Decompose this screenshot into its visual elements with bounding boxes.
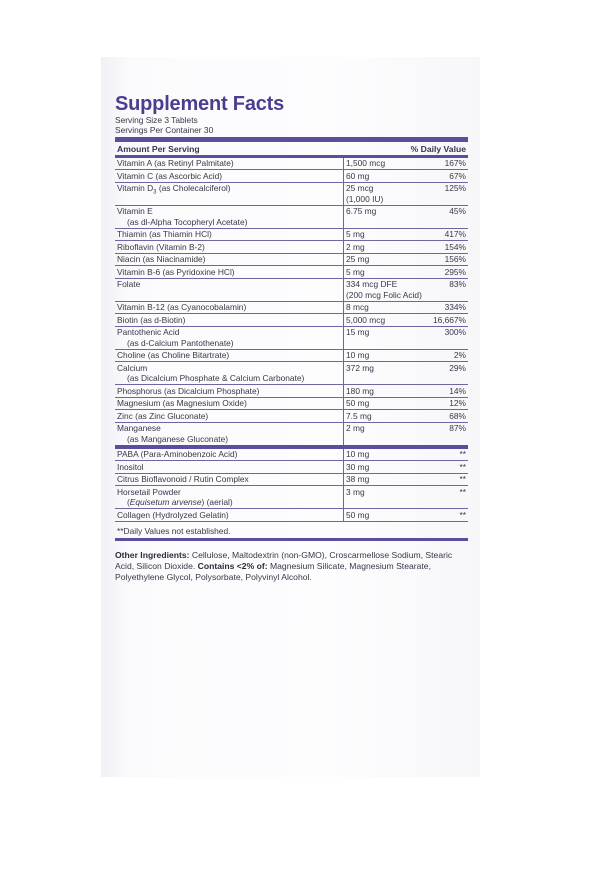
nutrient-amount <box>344 170 424 183</box>
nutrient-daily-value: 87% <box>424 422 468 447</box>
nutrient-amount-text: 2 mg <box>346 241 365 252</box>
nutrient-name <box>115 461 344 474</box>
nutrient-name <box>115 410 344 423</box>
nutrient-name-text: Inositol <box>117 461 144 472</box>
nutrient-name-text: Phosphorus (as Dicalcium Phosphate) <box>117 385 260 396</box>
nutrient-amount <box>344 397 424 410</box>
nutrient-name-text: Niacin (as Niacinamide) <box>117 254 206 264</box>
nutrient-daily-value: 125% <box>424 182 468 205</box>
table-row <box>115 447 468 461</box>
nutrient-name <box>115 349 344 362</box>
nutrient-name-text: Magnesium (as Magnesium Oxide) <box>117 398 247 408</box>
nutrient-amount <box>344 447 424 461</box>
nutrient-amount-detail: (1,000 IU) <box>346 193 384 204</box>
nutrient-amount <box>344 461 424 474</box>
supplement-facts-panel <box>115 93 468 583</box>
nutrient-amount-text: 25 mg <box>346 254 370 264</box>
table-row <box>115 486 468 509</box>
nutrient-amount <box>344 241 424 254</box>
nutrient-amount <box>344 473 424 486</box>
nutrient-amount-text: 38 mg <box>346 474 370 484</box>
nutrient-daily-value: 14% <box>424 385 468 398</box>
nutrient-source-latin: Equisetum arvense <box>129 497 202 507</box>
nutrient-name <box>115 158 344 170</box>
nutrient-name-text: Zinc (as Zinc Gluconate) <box>117 410 209 421</box>
nutrient-name-rest: (as Cholecalciferol) <box>156 183 231 193</box>
nutrient-name <box>115 397 344 410</box>
nutrient-daily-value: 417% <box>424 228 468 241</box>
nutrient-name-text: Collagen (Hydrolyzed Gelatin) <box>117 509 229 520</box>
nutrient-source: (as dl-Alpha Tocopheryl Acetate) <box>127 216 248 227</box>
other-ingredients <box>115 550 468 583</box>
nutrient-amount <box>344 158 424 170</box>
nutrient-daily-value: 167% <box>424 158 468 170</box>
table-row <box>115 228 468 241</box>
nutrient-amount <box>344 362 424 385</box>
nutrient-name <box>115 301 344 314</box>
nutrient-name-text: Vitamin B-6 (as Pyridoxine HCl) <box>117 266 235 277</box>
nutrient-amount-text: 5,000 mcg <box>346 314 386 325</box>
nutrient-daily-value: ** <box>424 461 468 474</box>
nutrient-name-text: Thiamin (as Thiamin HCl) <box>117 229 212 239</box>
nutrient-daily-value: 295% <box>424 266 468 279</box>
nutrient-daily-value: 16,667% <box>424 314 468 327</box>
nutrient-amount-text: 1,500 mcg <box>346 158 386 168</box>
nutrient-daily-value: 83% <box>424 278 468 301</box>
nutrient-daily-value: 12% <box>424 397 468 410</box>
serving-size: Serving Size 3 Tablets <box>115 115 198 125</box>
nutrient-amount-text: 5 mg <box>346 229 365 239</box>
nutrient-amount <box>344 182 424 205</box>
nutrient-daily-value: 68% <box>424 410 468 423</box>
nutrient-amount-text: 3 mg <box>346 486 365 497</box>
table-row <box>115 422 468 447</box>
table-row <box>115 385 468 398</box>
nutrient-amount-text: 2 mg <box>346 423 365 433</box>
nutrient-name-text: Manganese <box>117 423 161 433</box>
nutrient-name <box>115 228 344 241</box>
nutrient-name-text: Vitamin D <box>117 183 154 193</box>
nutrient-name <box>115 486 344 509</box>
ingredients-text-2: Magnesium Silicate, Magnesium Stearate, Polyethylene Glycol, Polysorbate, Polyvinyl Alcohol. <box>115 560 431 582</box>
nutrient-name-text: Riboflavin (Vitamin B-2) <box>117 241 205 252</box>
nutrient-source: (as Dicalcium Phosphate & Calcium Carbonate) <box>127 373 305 383</box>
nutrient-amount <box>344 349 424 362</box>
table-row <box>115 509 468 522</box>
table-row <box>115 205 468 228</box>
nutrient-amount-text: 372 mg <box>346 362 374 373</box>
nutrient-name <box>115 326 344 349</box>
nutrient-source-part: ) (aerial) <box>201 497 233 507</box>
nutrient-amount-text: 60 mg <box>346 170 370 181</box>
nutrient-amount-detail: (200 mcg Folic Acid) <box>346 289 422 300</box>
nutrient-daily-value: ** <box>424 486 468 509</box>
nutrient-source: (Equisetum arvense) (aerial) <box>127 497 233 507</box>
nutrient-name-subscript: 3 <box>153 189 157 196</box>
nutrient-amount <box>344 422 424 447</box>
nutrient-name-text: Pantothenic Acid <box>117 327 180 337</box>
table-row <box>115 461 468 474</box>
nutrient-amount-text: 5 mg <box>346 266 365 277</box>
nutrient-source: (as d-Calcium Pantothenate) <box>127 337 234 348</box>
nutrient-daily-value: 29% <box>424 362 468 385</box>
table-row <box>115 326 468 349</box>
nutrient-name-text: Choline (as Choline Bitartrate) <box>117 350 230 360</box>
nutrient-amount-text: 15 mg <box>346 327 370 337</box>
nutrient-name-text: Horsetail Powder <box>117 486 181 497</box>
nutrient-amount-text: 6.75 mg <box>346 206 377 216</box>
nutrient-name-text: PABA (Para-Aminobenzoic Acid) <box>117 449 238 459</box>
table-row <box>115 473 468 486</box>
nutrient-daily-value: 300% <box>424 326 468 349</box>
nutrient-amount <box>344 266 424 279</box>
nutrient-name <box>115 447 344 461</box>
table-row <box>115 241 468 254</box>
ingredients-label: Other Ingredients: <box>115 549 190 560</box>
table-row <box>115 349 468 362</box>
nutrient-amount <box>344 253 424 266</box>
panel-title: Supplement Facts <box>115 93 285 115</box>
nutrient-name <box>115 241 344 254</box>
nutrient-name <box>115 509 344 522</box>
table-row <box>115 397 468 410</box>
nutrient-name <box>115 253 344 266</box>
daily-value-header: % Daily Value <box>410 144 466 154</box>
nutrient-name-text: Vitamin E <box>117 206 153 216</box>
nutrient-amount <box>344 410 424 423</box>
nutrient-amount <box>344 486 424 509</box>
nutrient-amount-text: 334 mcg DFE <box>346 279 398 289</box>
nutrient-daily-value: 67% <box>424 170 468 183</box>
nutrient-daily-value: ** <box>424 447 468 461</box>
nutrient-daily-value: ** <box>424 509 468 522</box>
nutrient-name <box>115 385 344 398</box>
nutrient-amount-text: 7.5 mg <box>346 410 372 421</box>
footnote: **Daily Values not established. <box>115 522 468 541</box>
nutrient-name <box>115 422 344 447</box>
table-row <box>115 158 468 170</box>
table-header <box>115 142 468 155</box>
nutrient-name <box>115 205 344 228</box>
nutrient-amount-text: 50 mg <box>346 398 370 408</box>
table-row <box>115 266 468 279</box>
nutrient-name <box>115 182 344 205</box>
nutrient-name-text: Folate <box>117 279 141 289</box>
nutrient-table <box>115 158 468 522</box>
nutrient-name-text: Vitamin A (as Retinyl Palmitate) <box>117 158 234 168</box>
nutrient-amount <box>344 314 424 327</box>
table-row <box>115 278 468 301</box>
nutrient-source: (as Manganese Gluconate) <box>127 433 229 444</box>
table-row <box>115 182 468 205</box>
nutrient-daily-value: 45% <box>424 205 468 228</box>
nutrient-amount-text: 8 mcg <box>346 302 369 312</box>
nutrient-amount <box>344 385 424 398</box>
nutrient-name <box>115 266 344 279</box>
nutrient-daily-value: 334% <box>424 301 468 314</box>
nutrient-amount-text: 25 mcg <box>346 183 374 193</box>
amount-per-serving-header: Amount Per Serving <box>117 144 200 154</box>
ingredients-text-1: Cellulose, Maltodextrin (non-GMO), Croscarmellose Sodium, Stearic Acid, Silicon Dioxide. <box>115 549 453 571</box>
nutrient-amount <box>344 205 424 228</box>
nutrient-name <box>115 170 344 183</box>
table-row <box>115 170 468 183</box>
nutrient-name <box>115 278 344 301</box>
servings-per-container: Servings Per Container 30 <box>115 125 214 135</box>
nutrient-name-text: Biotin (as d-Biotin) <box>117 314 186 325</box>
nutrient-amount-text: 10 mg <box>346 350 370 360</box>
nutrient-daily-value: 2% <box>424 349 468 362</box>
nutrient-name <box>115 362 344 385</box>
table-row <box>115 314 468 327</box>
nutrient-amount <box>344 278 424 301</box>
nutrient-daily-value: 156% <box>424 253 468 266</box>
nutrient-name-text: Vitamin C (as Ascorbic Acid) <box>117 170 223 181</box>
nutrient-amount <box>344 326 424 349</box>
nutrient-name-text: Calcium <box>117 362 148 373</box>
nutrient-amount-text: 50 mg <box>346 509 370 520</box>
nutrient-amount <box>344 509 424 522</box>
contains-label: Contains <2% of: <box>197 560 268 571</box>
nutrient-daily-value: 154% <box>424 241 468 254</box>
nutrient-amount <box>344 301 424 314</box>
nutrient-name-text: Vitamin B-12 (as Cyanocobalamin) <box>117 302 247 312</box>
table-row <box>115 362 468 385</box>
table-row <box>115 253 468 266</box>
nutrient-amount-text: 10 mg <box>346 449 370 459</box>
nutrient-daily-value: ** <box>424 473 468 486</box>
nutrient-name-text: Citrus Bioflavonoid / Rutin Complex <box>117 474 249 484</box>
nutrient-amount-text: 180 mg <box>346 385 374 396</box>
nutrient-name <box>115 314 344 327</box>
table-row <box>115 410 468 423</box>
nutrient-name <box>115 473 344 486</box>
nutrient-amount-text: 30 mg <box>346 461 370 472</box>
nutrient-amount <box>344 228 424 241</box>
table-row <box>115 301 468 314</box>
